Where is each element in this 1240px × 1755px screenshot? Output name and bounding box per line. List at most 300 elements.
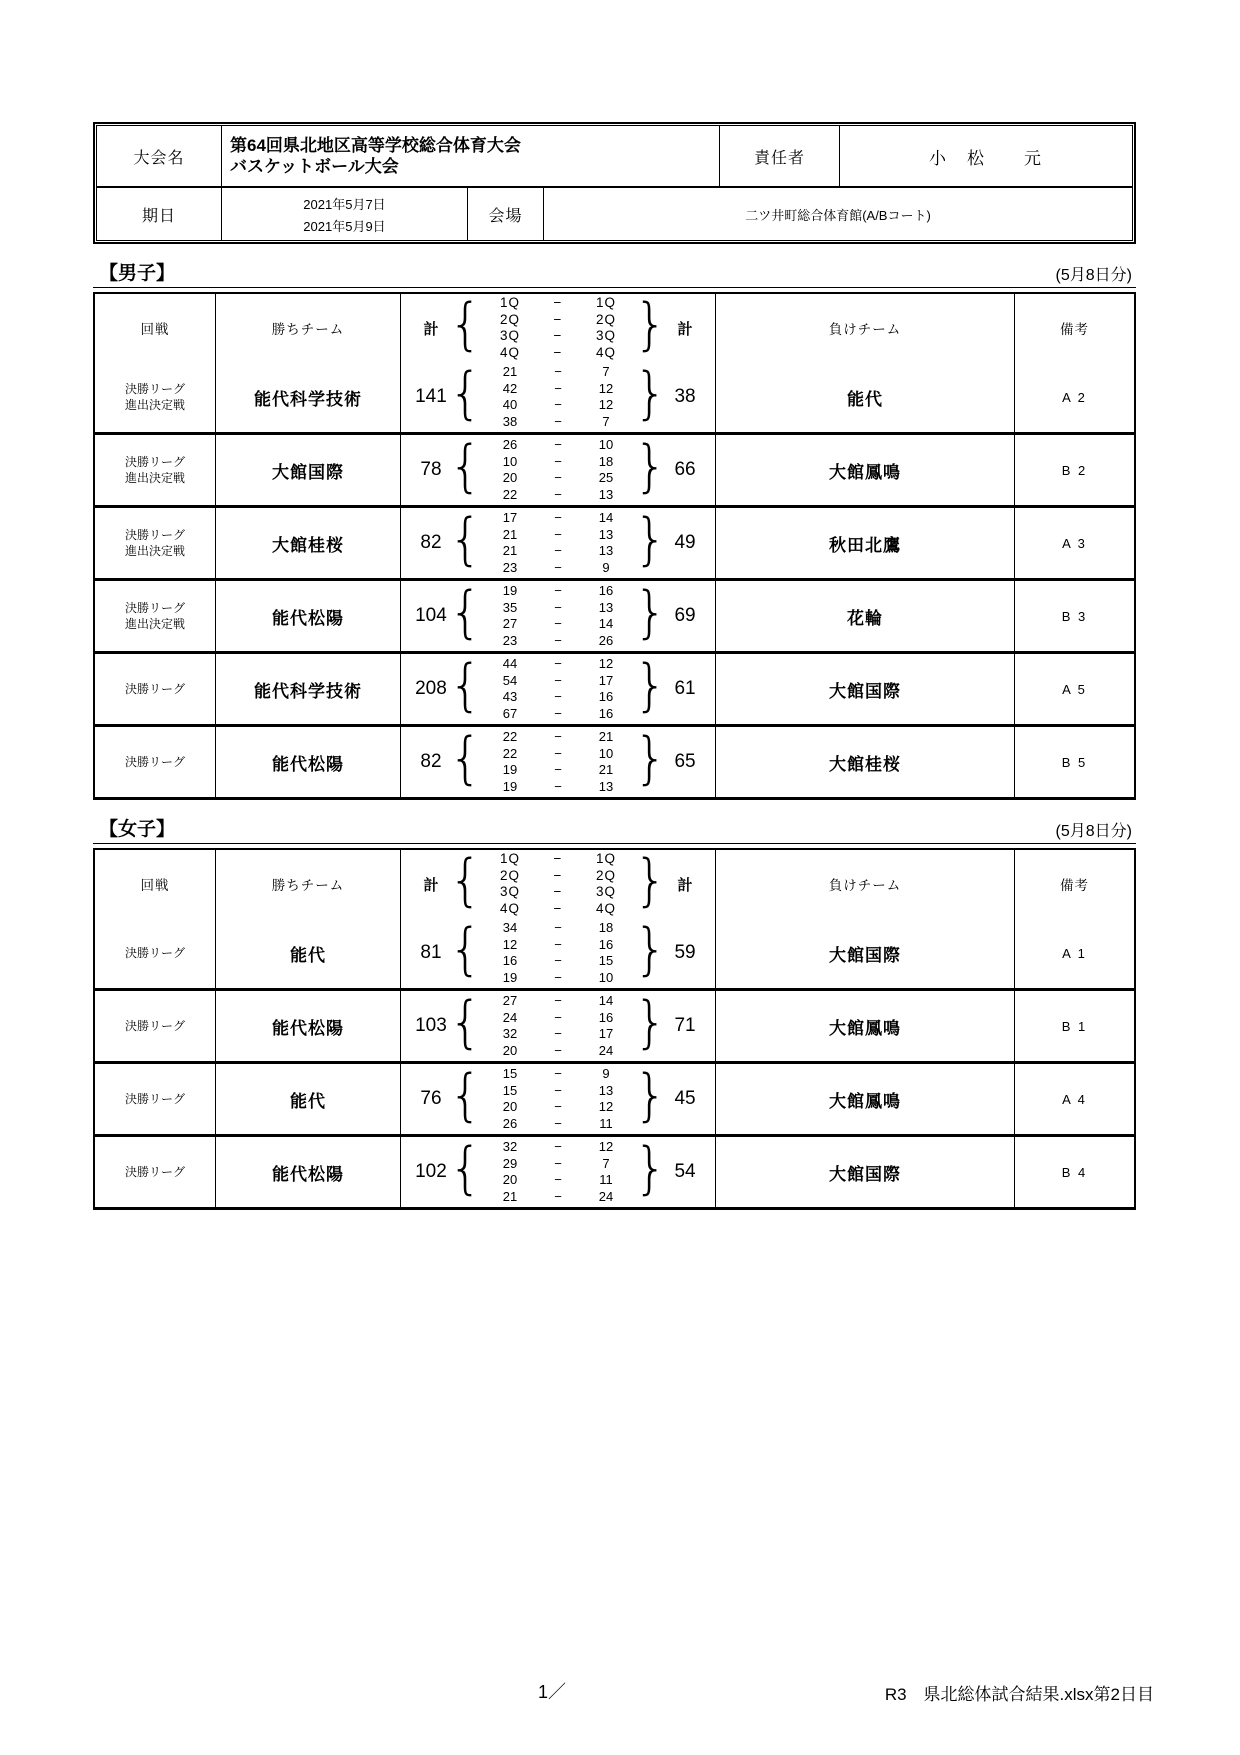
loser-q1: 18 xyxy=(598,920,614,935)
quarter-score-line xyxy=(482,970,634,987)
sections-container xyxy=(93,258,1136,1210)
loser-total: 54 xyxy=(674,1161,696,1182)
quarter-score-line xyxy=(482,600,634,617)
quarter-score-line xyxy=(482,1083,634,1100)
remark: B 5 xyxy=(1014,727,1134,797)
quarter-score-line xyxy=(482,487,634,504)
dash: − xyxy=(554,632,562,648)
dash: − xyxy=(554,778,562,794)
quarter-score-line xyxy=(482,689,634,706)
dash: − xyxy=(553,311,563,327)
column-loser: 負けチーム xyxy=(715,294,1014,362)
dash: − xyxy=(554,993,562,1008)
dash: − xyxy=(553,851,563,866)
winner-total: 103 xyxy=(415,1015,447,1036)
quarter-score-line xyxy=(482,1026,634,1043)
winner-q3: 40 xyxy=(502,397,518,412)
quarter-label: 2Q xyxy=(499,311,520,327)
dash: − xyxy=(554,1009,562,1025)
dash: − xyxy=(554,672,562,688)
dash: − xyxy=(554,364,562,379)
dash: − xyxy=(554,705,562,721)
round-line1: 決勝リーグ xyxy=(124,527,185,542)
loser-total: 45 xyxy=(674,1088,696,1109)
quarter-score-line xyxy=(482,953,634,970)
round-line1: 決勝リーグ xyxy=(124,454,185,469)
winner-q2: 35 xyxy=(502,599,518,615)
date-1: 2021年5月7日 xyxy=(303,196,386,212)
close-brace-icon: } xyxy=(634,292,668,358)
quarter-label-line xyxy=(482,312,634,329)
loser-q4: 13 xyxy=(598,778,614,794)
winner-q3: 16 xyxy=(502,953,518,968)
open-brace-icon: { xyxy=(448,361,482,427)
quarter-label-line xyxy=(482,328,634,345)
quarter-label-line xyxy=(482,868,634,885)
loser-q3: 14 xyxy=(598,616,614,631)
close-brace-icon: } xyxy=(634,653,668,719)
quarter-scores xyxy=(482,583,634,649)
quarter-scores xyxy=(482,729,634,795)
quarter-score-line xyxy=(482,762,634,779)
quarter-score-line xyxy=(482,1010,634,1027)
dash: − xyxy=(554,936,562,952)
quarter-scores xyxy=(482,1066,634,1132)
winner-total: 82 xyxy=(420,532,442,553)
score-cell xyxy=(400,991,715,1061)
dash: − xyxy=(554,397,562,412)
winner-q3: 19 xyxy=(502,762,518,777)
round-cell xyxy=(95,1137,215,1207)
loser-team: 大館鳳鳴 xyxy=(715,1064,1014,1134)
winner-total: 76 xyxy=(420,1088,442,1109)
open-brace-icon: { xyxy=(448,848,482,914)
column-score xyxy=(400,294,715,362)
quarter-score-line xyxy=(482,746,634,763)
quarter-label: 3Q xyxy=(595,884,616,899)
round-line2: 進出決定戦 xyxy=(124,398,185,412)
quarter-score-line xyxy=(482,397,634,414)
loser-q2: 18 xyxy=(598,453,614,469)
result-row xyxy=(95,918,1134,988)
dash: − xyxy=(554,413,562,429)
quarter-labels xyxy=(482,295,634,361)
loser-q3: 11 xyxy=(599,1172,613,1187)
round-line1: 決勝リーグ xyxy=(124,1091,185,1106)
winner-team: 大館国際 xyxy=(215,435,400,505)
quarter-scores xyxy=(482,364,634,430)
score-cell xyxy=(400,362,715,432)
quarter-score-line xyxy=(482,729,634,746)
table-body xyxy=(95,918,1134,1207)
dash: − xyxy=(554,583,562,598)
dash: − xyxy=(554,453,562,469)
quarter-score-line xyxy=(482,937,634,954)
quarter-scores xyxy=(482,437,634,503)
close-brace-icon: } xyxy=(634,1063,668,1129)
quarter-score-line xyxy=(482,583,634,600)
dash: − xyxy=(554,729,562,744)
round-line1: 決勝リーグ xyxy=(124,681,185,696)
round-line1: 決勝リーグ xyxy=(124,1018,185,1033)
winner-team: 能代科学技術 xyxy=(215,654,400,724)
result-row xyxy=(95,432,1134,505)
section-title: 【男子】 xyxy=(99,263,176,284)
quarter-scores xyxy=(482,1139,634,1205)
winner-q3: 27 xyxy=(502,616,518,631)
dash: − xyxy=(554,559,562,575)
section-date-note: (5月8日分) xyxy=(1055,823,1132,840)
winner-q4: 38 xyxy=(502,413,518,429)
winner-q2: 24 xyxy=(502,1009,518,1025)
open-brace-icon: { xyxy=(448,1136,482,1202)
table-body xyxy=(95,362,1134,797)
dash: − xyxy=(554,1042,562,1058)
remark: A 5 xyxy=(1014,654,1134,724)
tournament-name-line2: バスケットボール大会 xyxy=(230,157,399,176)
quarter-label: 1Q xyxy=(499,295,520,310)
loser-q3: 17 xyxy=(598,1026,614,1041)
winner-q1: 15 xyxy=(502,1066,518,1081)
round-cell xyxy=(95,581,215,651)
round-line2: 進出決定戦 xyxy=(124,617,185,631)
winner-team: 能代 xyxy=(215,1064,400,1134)
remark: A 2 xyxy=(1014,362,1134,432)
winner-team: 能代松陽 xyxy=(215,991,400,1061)
info-table-inner xyxy=(96,125,1133,241)
close-brace-icon: } xyxy=(634,434,668,500)
quarter-label: 1Q xyxy=(499,851,520,866)
quarter-labels xyxy=(482,851,634,917)
winner-total: 81 xyxy=(420,942,442,963)
winner-q1: 19 xyxy=(502,583,518,598)
winner-total: 208 xyxy=(415,678,447,699)
quarter-score-line xyxy=(482,560,634,577)
winner-q1: 44 xyxy=(502,656,518,671)
venue-name: 二ツ井町総合体育館(A/Bコート) xyxy=(543,188,1132,240)
loser-team: 大館桂桜 xyxy=(715,727,1014,797)
quarter-score-line xyxy=(482,616,634,633)
dash: − xyxy=(554,1172,562,1187)
dash: − xyxy=(553,900,563,916)
dash: − xyxy=(554,1188,562,1204)
open-brace-icon: { xyxy=(448,726,482,792)
quarter-label: 4Q xyxy=(499,344,520,360)
winner-q1: 22 xyxy=(502,729,518,744)
remark: A 1 xyxy=(1014,918,1134,988)
womens-results-section xyxy=(93,814,1136,1210)
dash: − xyxy=(554,380,562,396)
round-line1: 決勝リーグ xyxy=(124,754,185,769)
section-header xyxy=(93,814,1136,844)
result-row xyxy=(95,578,1134,651)
open-brace-icon: { xyxy=(448,434,482,500)
loser-q4: 11 xyxy=(599,1115,613,1131)
loser-q2: 13 xyxy=(598,1082,614,1098)
dash: − xyxy=(554,1155,562,1171)
page-number: 1／ xyxy=(538,1682,567,1702)
quarter-score-line xyxy=(482,364,634,381)
loser-q2: 17 xyxy=(598,672,614,688)
quarter-label: 2Q xyxy=(499,867,520,883)
winner-q2: 54 xyxy=(502,672,518,688)
winner-q2: 21 xyxy=(502,526,518,542)
quarter-label: 2Q xyxy=(595,867,616,883)
close-brace-icon: } xyxy=(634,580,668,646)
quarter-label-line xyxy=(482,295,634,312)
winner-q4: 23 xyxy=(502,632,518,648)
winner-q2: 15 xyxy=(502,1082,518,1098)
loser-q3: 12 xyxy=(598,1099,614,1114)
winner-q2: 12 xyxy=(502,936,518,952)
column-loser-total: 計 xyxy=(677,876,693,894)
loser-q4: 13 xyxy=(598,486,614,502)
score-cell xyxy=(400,654,715,724)
winner-team: 能代松陽 xyxy=(215,727,400,797)
winner-q3: 21 xyxy=(502,543,518,558)
dash: − xyxy=(554,599,562,615)
quarter-label-line xyxy=(482,884,634,901)
round-line1: 決勝リーグ xyxy=(124,945,185,960)
dash: − xyxy=(554,745,562,761)
round-cell xyxy=(95,508,215,578)
remark: B 4 xyxy=(1014,1137,1134,1207)
winner-total: 78 xyxy=(420,459,442,480)
round-line1: 決勝リーグ xyxy=(124,381,185,396)
winner-q1: 17 xyxy=(502,510,518,525)
loser-q1: 10 xyxy=(598,437,614,452)
dash: − xyxy=(554,1115,562,1131)
open-brace-icon: { xyxy=(448,580,482,646)
quarter-scores xyxy=(482,510,634,576)
winner-total: 104 xyxy=(415,605,447,626)
open-brace-icon: { xyxy=(448,1063,482,1129)
winner-q3: 20 xyxy=(502,470,518,485)
loser-q4: 7 xyxy=(602,413,610,429)
dash: − xyxy=(554,656,562,671)
remark: A 3 xyxy=(1014,508,1134,578)
loser-q1: 21 xyxy=(598,729,614,744)
loser-q3: 15 xyxy=(598,953,614,968)
loser-q1: 14 xyxy=(598,993,614,1008)
open-brace-icon: { xyxy=(448,292,482,358)
loser-q2: 16 xyxy=(598,1009,614,1025)
score-cell xyxy=(400,1064,715,1134)
close-brace-icon: } xyxy=(634,848,668,914)
tournament-label: 大会名 xyxy=(133,149,185,167)
close-brace-icon: } xyxy=(634,1136,668,1202)
loser-team: 秋田北鷹 xyxy=(715,508,1014,578)
dash: − xyxy=(553,328,563,343)
tournament-name-line1: 第64回県北地区高等学校総合体育大会 xyxy=(230,135,521,155)
column-remarks: 備考 xyxy=(1014,850,1134,918)
winner-q4: 21 xyxy=(502,1188,518,1204)
result-row xyxy=(95,505,1134,578)
loser-q4: 10 xyxy=(598,969,614,985)
column-winner: 勝ちチーム xyxy=(215,294,400,362)
loser-q3: 12 xyxy=(598,397,614,412)
loser-q2: 16 xyxy=(598,936,614,952)
dash: − xyxy=(554,1026,562,1041)
dash: − xyxy=(553,344,563,360)
round-cell xyxy=(95,727,215,797)
quarter-score-line xyxy=(482,543,634,560)
round-cell xyxy=(95,991,215,1061)
dash: − xyxy=(554,437,562,452)
round-line1: 決勝リーグ xyxy=(124,600,185,615)
open-brace-icon: { xyxy=(448,507,482,573)
loser-total: 69 xyxy=(674,605,696,626)
dash: − xyxy=(554,470,562,485)
winner-team: 大館桂桜 xyxy=(215,508,400,578)
winner-total: 82 xyxy=(420,751,442,772)
quarter-score-line xyxy=(482,510,634,527)
winner-q4: 23 xyxy=(502,559,518,575)
quarter-score-line xyxy=(482,470,634,487)
results-table xyxy=(93,848,1136,1210)
loser-q3: 16 xyxy=(598,689,614,704)
column-round: 回戦 xyxy=(140,322,170,337)
manager-label: 責任者 xyxy=(719,126,839,186)
results-table xyxy=(93,292,1136,800)
loser-team: 能代 xyxy=(715,362,1014,432)
info-row-tournament xyxy=(97,126,1132,186)
score-cell xyxy=(400,1137,715,1207)
loser-total: 71 xyxy=(674,1015,696,1036)
winner-total: 102 xyxy=(415,1161,447,1182)
dash: − xyxy=(553,884,563,899)
result-row xyxy=(95,724,1134,797)
quarter-score-line xyxy=(482,1156,634,1173)
result-row xyxy=(95,988,1134,1061)
loser-q4: 24 xyxy=(598,1188,614,1204)
score-cell xyxy=(400,581,715,651)
winner-q4: 19 xyxy=(502,778,518,794)
winner-q3: 20 xyxy=(502,1172,518,1187)
quarter-score-line xyxy=(482,1043,634,1060)
winner-q1: 32 xyxy=(502,1139,518,1154)
table-header-row xyxy=(95,850,1134,918)
date-2: 2021年5月9日 xyxy=(303,218,386,234)
result-row xyxy=(95,1061,1134,1134)
section-title: 【女子】 xyxy=(99,819,176,840)
quarter-label: 3Q xyxy=(595,328,616,343)
loser-team: 花輪 xyxy=(715,581,1014,651)
dash: − xyxy=(554,486,562,502)
loser-total: 49 xyxy=(674,532,696,553)
dash: − xyxy=(554,969,562,985)
dash: − xyxy=(554,689,562,704)
dash: − xyxy=(553,867,563,883)
winner-q1: 34 xyxy=(502,920,518,935)
column-round: 回戦 xyxy=(140,878,170,893)
dash: − xyxy=(554,1139,562,1154)
open-brace-icon: { xyxy=(448,653,482,719)
winner-q1: 26 xyxy=(502,437,518,452)
dash: − xyxy=(554,526,562,542)
table-header-row xyxy=(95,294,1134,362)
winner-q3: 20 xyxy=(502,1099,518,1114)
quarter-label-line xyxy=(482,901,634,918)
winner-q2: 42 xyxy=(502,380,518,396)
tournament-name xyxy=(221,126,719,186)
winner-q3: 32 xyxy=(502,1026,518,1041)
date-label: 期日 xyxy=(141,207,176,225)
quarter-score-line xyxy=(482,706,634,723)
result-row xyxy=(95,651,1134,724)
column-winner-total: 計 xyxy=(423,320,439,338)
score-cell xyxy=(400,727,715,797)
loser-team: 大館国際 xyxy=(715,654,1014,724)
manager-name: 小 松 元 xyxy=(839,126,1132,186)
close-brace-icon: } xyxy=(634,990,668,1056)
quarter-score-line xyxy=(482,1189,634,1206)
loser-team: 大館国際 xyxy=(715,1137,1014,1207)
remark: A 4 xyxy=(1014,1064,1134,1134)
dash: − xyxy=(554,510,562,525)
column-loser-total: 計 xyxy=(677,320,693,338)
loser-q2: 7 xyxy=(602,1155,610,1171)
remark: B 1 xyxy=(1014,991,1134,1061)
close-brace-icon: } xyxy=(634,507,668,573)
loser-total: 61 xyxy=(674,678,696,699)
column-remarks: 備考 xyxy=(1014,294,1134,362)
loser-q1: 12 xyxy=(598,1139,614,1154)
winner-q4: 22 xyxy=(502,486,518,502)
quarter-score-line xyxy=(482,1116,634,1133)
loser-team: 大館国際 xyxy=(715,918,1014,988)
quarter-score-line xyxy=(482,1172,634,1189)
loser-total: 38 xyxy=(674,386,696,407)
winner-q2: 29 xyxy=(502,1155,518,1171)
quarter-score-line xyxy=(482,673,634,690)
info-row-date-venue xyxy=(97,186,1132,240)
winner-total: 141 xyxy=(415,386,447,407)
quarter-label: 3Q xyxy=(499,884,520,899)
file-name: R3 県北総体試合結果.xlsx第2日目 xyxy=(884,1685,1154,1704)
winner-team: 能代 xyxy=(215,918,400,988)
loser-team: 大館鳳鳴 xyxy=(715,435,1014,505)
loser-q3: 25 xyxy=(598,470,614,485)
loser-q4: 26 xyxy=(598,632,614,648)
score-cell xyxy=(400,918,715,988)
winner-team: 能代松陽 xyxy=(215,1137,400,1207)
loser-team: 大館鳳鳴 xyxy=(715,991,1014,1061)
loser-q2: 10 xyxy=(598,745,614,761)
quarter-label: 4Q xyxy=(499,900,520,916)
dash: − xyxy=(554,953,562,968)
mens-results-section xyxy=(93,258,1136,800)
quarter-scores xyxy=(482,993,634,1059)
quarter-score-line xyxy=(482,1066,634,1083)
result-row xyxy=(95,1134,1134,1207)
quarter-score-line xyxy=(482,1099,634,1116)
section-header xyxy=(93,258,1136,288)
column-winner-total: 計 xyxy=(423,876,439,894)
round-line2: 進出決定戦 xyxy=(124,544,185,558)
winner-q4: 19 xyxy=(502,969,518,985)
round-cell xyxy=(95,1064,215,1134)
close-brace-icon: } xyxy=(634,917,668,983)
winner-q1: 21 xyxy=(502,364,518,379)
quarter-score-line xyxy=(482,454,634,471)
dash: − xyxy=(554,616,562,631)
quarter-score-line xyxy=(482,779,634,796)
quarter-scores xyxy=(482,656,634,722)
quarter-label: 4Q xyxy=(595,900,616,916)
winner-team: 能代松陽 xyxy=(215,581,400,651)
quarter-score-line xyxy=(482,381,634,398)
